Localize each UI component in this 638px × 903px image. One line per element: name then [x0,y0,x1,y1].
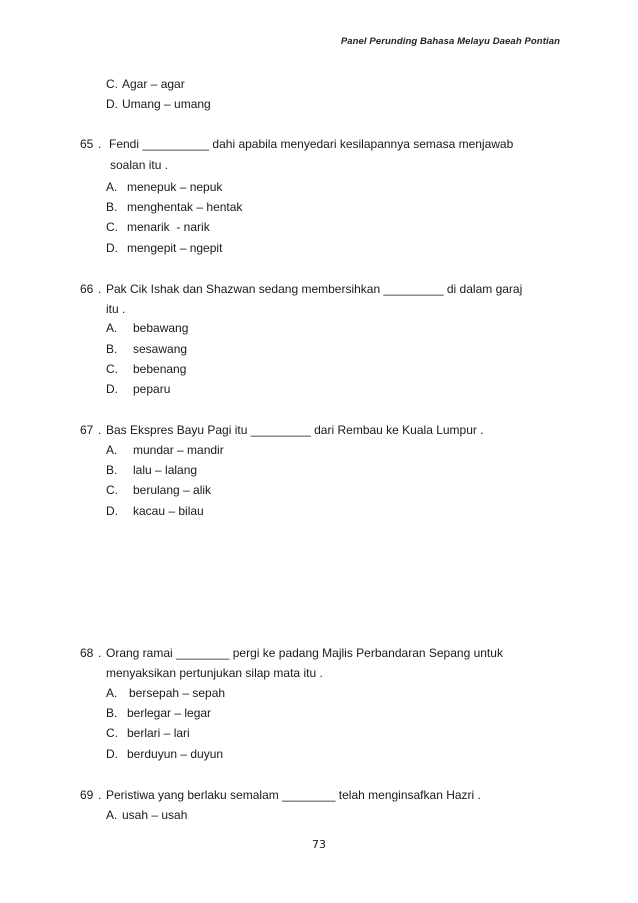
option-text: lalu – lalang [133,463,198,477]
option-letter: B. [106,706,118,720]
question-text-cont: soalan itu . [110,158,169,172]
option-letter: A. [106,321,118,335]
question-separator: . [98,137,102,151]
question-separator: . [98,788,102,802]
question-text: Peristiwa yang berlaku semalam ________ telah menginsafkan Hazri . [106,788,481,802]
option-text: bebawang [133,321,189,335]
option-text: peparu [133,382,171,396]
question-separator: . [98,646,102,660]
question-number: 69 [80,788,94,802]
option-letter: A. [106,443,118,457]
option-text: berlegar – legar [127,706,212,720]
option-letter: A. [106,686,118,700]
question-number: 67 [80,423,94,437]
option-letter: B. [106,342,118,356]
option-text: menghentak – hentak [127,200,243,214]
question-number: 68 [80,646,94,660]
page-number: 73 [312,838,326,851]
option-text: berulang – alik [133,483,212,497]
option-letter: A. [106,808,118,822]
option-letter: C. [106,77,118,91]
option-text: Agar – agar [122,77,185,91]
question-number: 65 [80,137,94,151]
option-letter: A. [106,180,118,194]
option-text: kacau – bilau [133,504,204,518]
option-letter: B. [106,200,118,214]
question-text-cont: itu . [106,302,126,316]
option-text: berduyun – duyun [127,747,224,761]
option-letter: B. [106,463,118,477]
option-text: bebenang [133,362,187,376]
option-letter: D. [106,241,118,255]
option-letter: D. [106,747,118,761]
option-text: menarik - narik [127,220,210,234]
question-text: Bas Ekspres Bayu Pagi itu _________ dari Rembau ke Kuala Lumpur . [106,423,484,437]
option-letter: D. [106,382,118,396]
option-text: mengepit – ngepit [127,241,223,255]
option-letter: C. [106,220,118,234]
option-text: berlari – lari [127,726,190,740]
option-letter: C. [106,362,118,376]
page-header: Panel Perunding Bahasa Melayu Daeah Pontian [340,36,560,47]
question-text: Pak Cik Ishak dan Shazwan sedang membersihkan _________ di dalam garaj [106,282,523,296]
option-text: bersepah – sepah [129,686,226,700]
option-text: sesawang [133,342,188,356]
question-separator: . [98,423,102,437]
option-text: mundar – mandir [133,443,224,457]
option-text: usah – usah [122,808,188,822]
question-text: Fendi __________ dahi apabila menyedari kesilapannya semasa menjawab [109,137,514,151]
question-number: 66 [80,282,94,296]
option-text: Umang – umang [122,97,211,111]
question-text-cont: menyaksikan pertunjukan silap mata itu . [106,666,323,680]
question-text: Orang ramai ________ pergi ke padang Majlis Perbandaran Sepang untuk [106,646,503,660]
question-separator: . [98,282,102,296]
option-letter: C. [106,726,118,740]
option-letter: D. [106,97,118,111]
option-letter: D. [106,504,118,518]
option-text: menepuk – nepuk [127,180,223,194]
option-letter: C. [106,483,118,497]
